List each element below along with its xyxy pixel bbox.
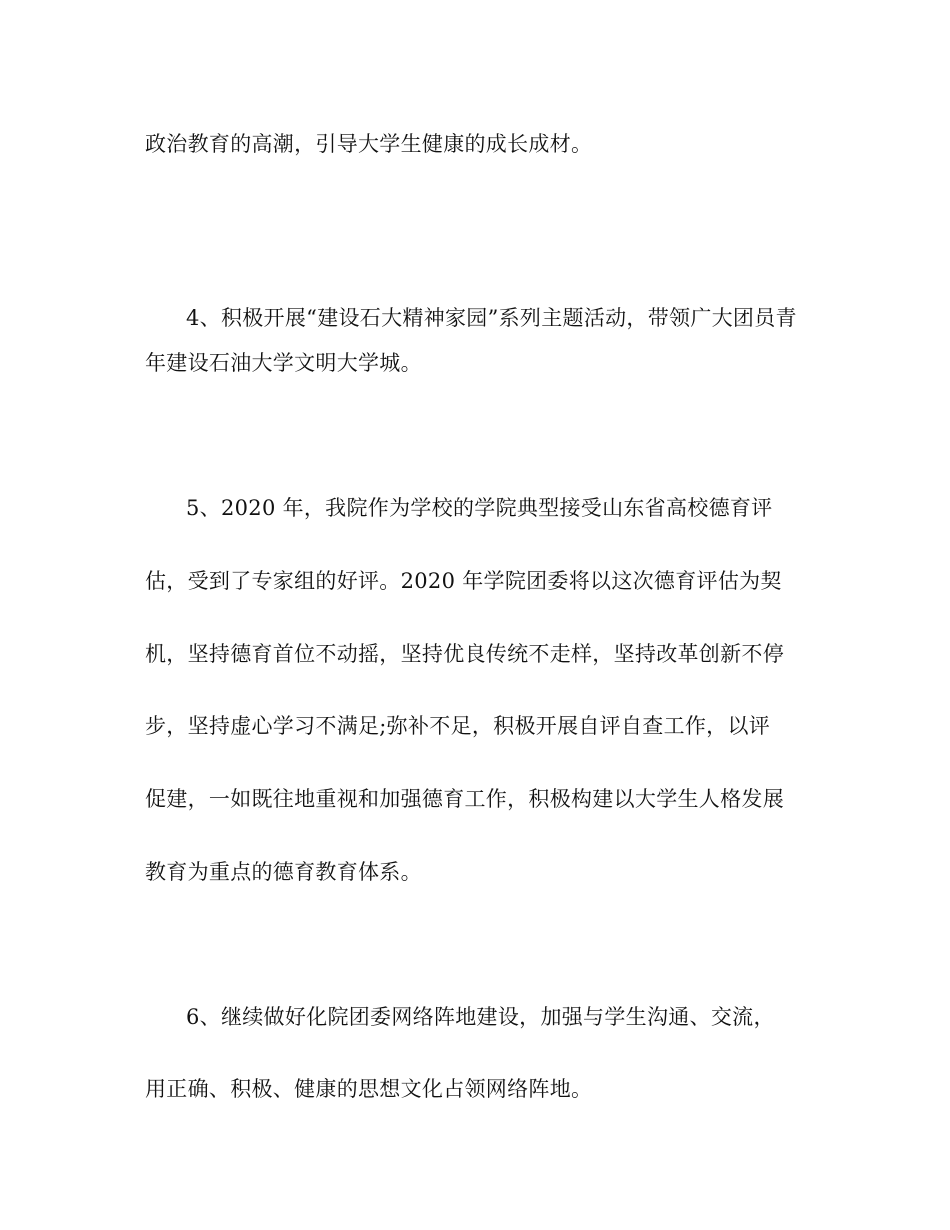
text-line: 促建，一如既往地重视和加强德育工作，积极构建以大学生人格发展 (145, 787, 784, 811)
text-line: 5、2020 年，我院作为学校的学院典型接受山东省高校德育评 (186, 496, 773, 520)
text-line: 年建设石油大学文明大学城。 (145, 351, 422, 375)
text-line: 机，坚持德育首位不动摇，坚持优良传统不走样，坚持改革创新不停 (145, 642, 784, 666)
text-line: 教育为重点的德育教育体系。 (145, 860, 422, 884)
text-line: 估，受到了专家组的好评。2020 年学院团委将以这次德育评估为契 (145, 569, 782, 593)
text-line: 用正确、积极、健康的思想文化占领网络阵地。 (145, 1077, 593, 1101)
text-line: 6、继续做好化院团委网络阵地建设，加强与学生沟通、交流， (186, 1005, 775, 1029)
text-line: 政治教育的高潮，引导大学生健康的成长成材。 (145, 132, 593, 156)
text-line: 4、积极开展“建设石大精神家园”系列主题活动，带领广大团员青 (186, 306, 797, 330)
text-line: 步，坚持虚心学习不满足;弥补不足，积极开展自评自查工作，以评 (145, 714, 771, 738)
